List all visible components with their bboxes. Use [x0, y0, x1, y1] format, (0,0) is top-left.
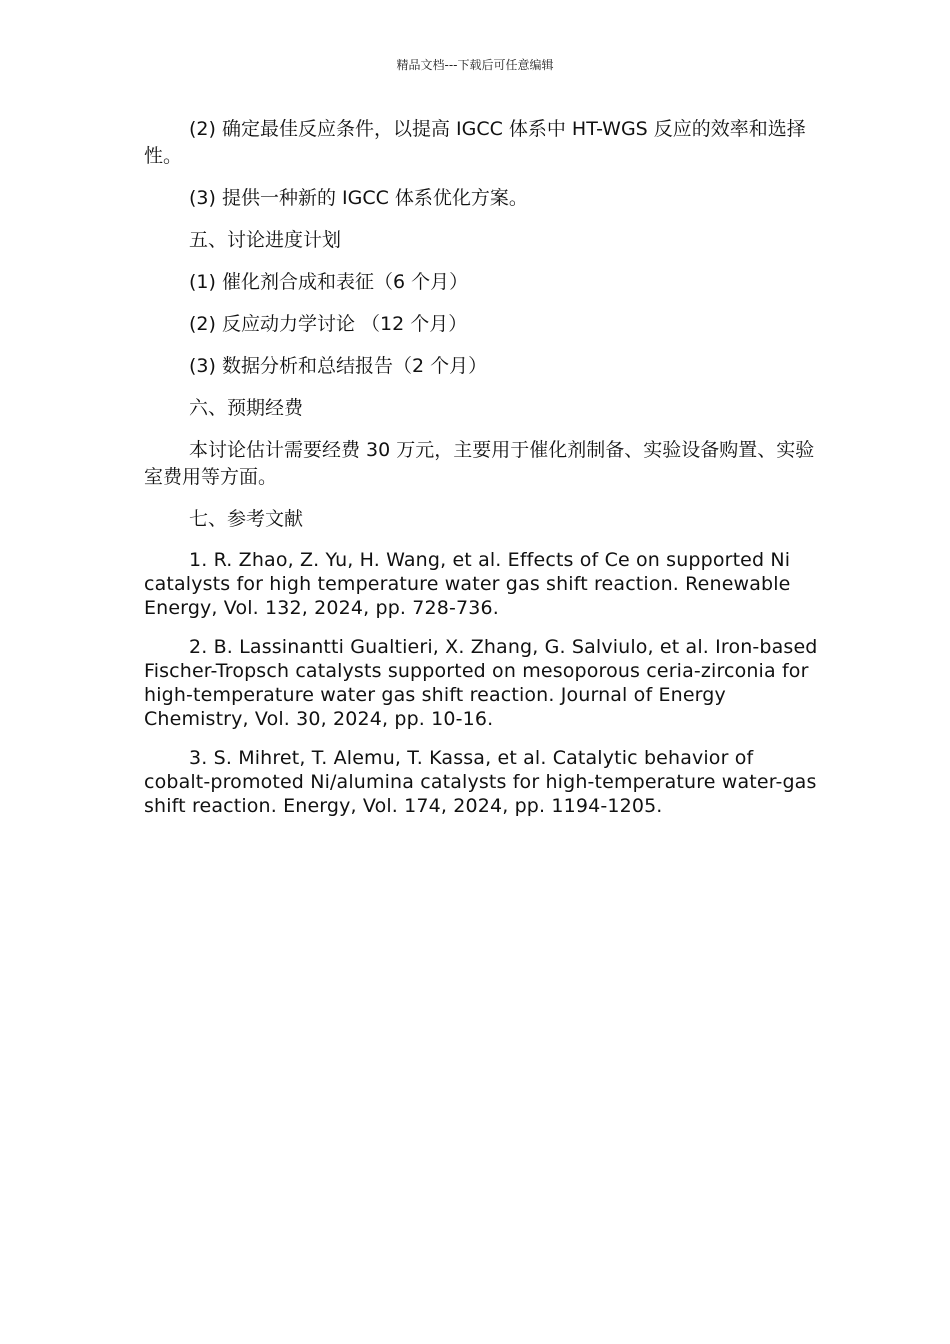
schedule-item-2: (2) 反应动力学讨论 （12 个月）	[189, 313, 468, 335]
reference-item-2: 2. B. Lassinantti Gualtieri, X. Zhang, G. Salviulo, et al. Iron-based Fischer-Tropsch catalysts supported on mesoporous ceria-zirconia for high-temperature water gas shift reaction. Journal of Energy Chemistry, Vol. 30, 2024, pp. 10-16.	[144, 636, 818, 730]
reference-item-3: 3. S. Mihret, T. Alemu, T. Kassa, et al. Catalytic behavior of cobalt-promoted Ni/alumina catalysts for high-temperature water-gas shift reaction. Energy, Vol. 174, 2024, pp. 1194-1205.	[144, 747, 817, 817]
paragraph-objective-3: (3) 提供一种新的 IGCC 体系优化方案。	[189, 187, 528, 209]
paragraph-objective-2: (2) 确定最佳反应条件，以提高 IGCC 体系中 HT-WGS 反应的效率和选择性。	[144, 118, 806, 167]
section-heading-references: 七、参考文献	[189, 508, 304, 530]
section-heading-schedule: 五、讨论进度计划	[189, 229, 342, 251]
page-header: 精品文档---下载后可任意编辑	[396, 58, 554, 72]
reference-item-1: 1. R. Zhao, Z. Yu, H. Wang, et al. Effects of Ce on supported Ni catalysts for high temperature water gas shift reaction. Renewable Energy, Vol. 132, 2024, pp. 728-736.	[144, 549, 791, 619]
budget-paragraph: 本讨论估计需要经费 30 万元，主要用于催化剂制备、实验设备购置、实验室费用等方面。	[144, 439, 815, 488]
document-body	[144, 116, 820, 833]
section-heading-budget: 六、预期经费	[189, 397, 304, 419]
schedule-item-3: (3) 数据分析和总结报告（2 个月）	[189, 355, 488, 377]
schedule-item-1: (1) 催化剂合成和表征（6 个月）	[189, 271, 469, 293]
